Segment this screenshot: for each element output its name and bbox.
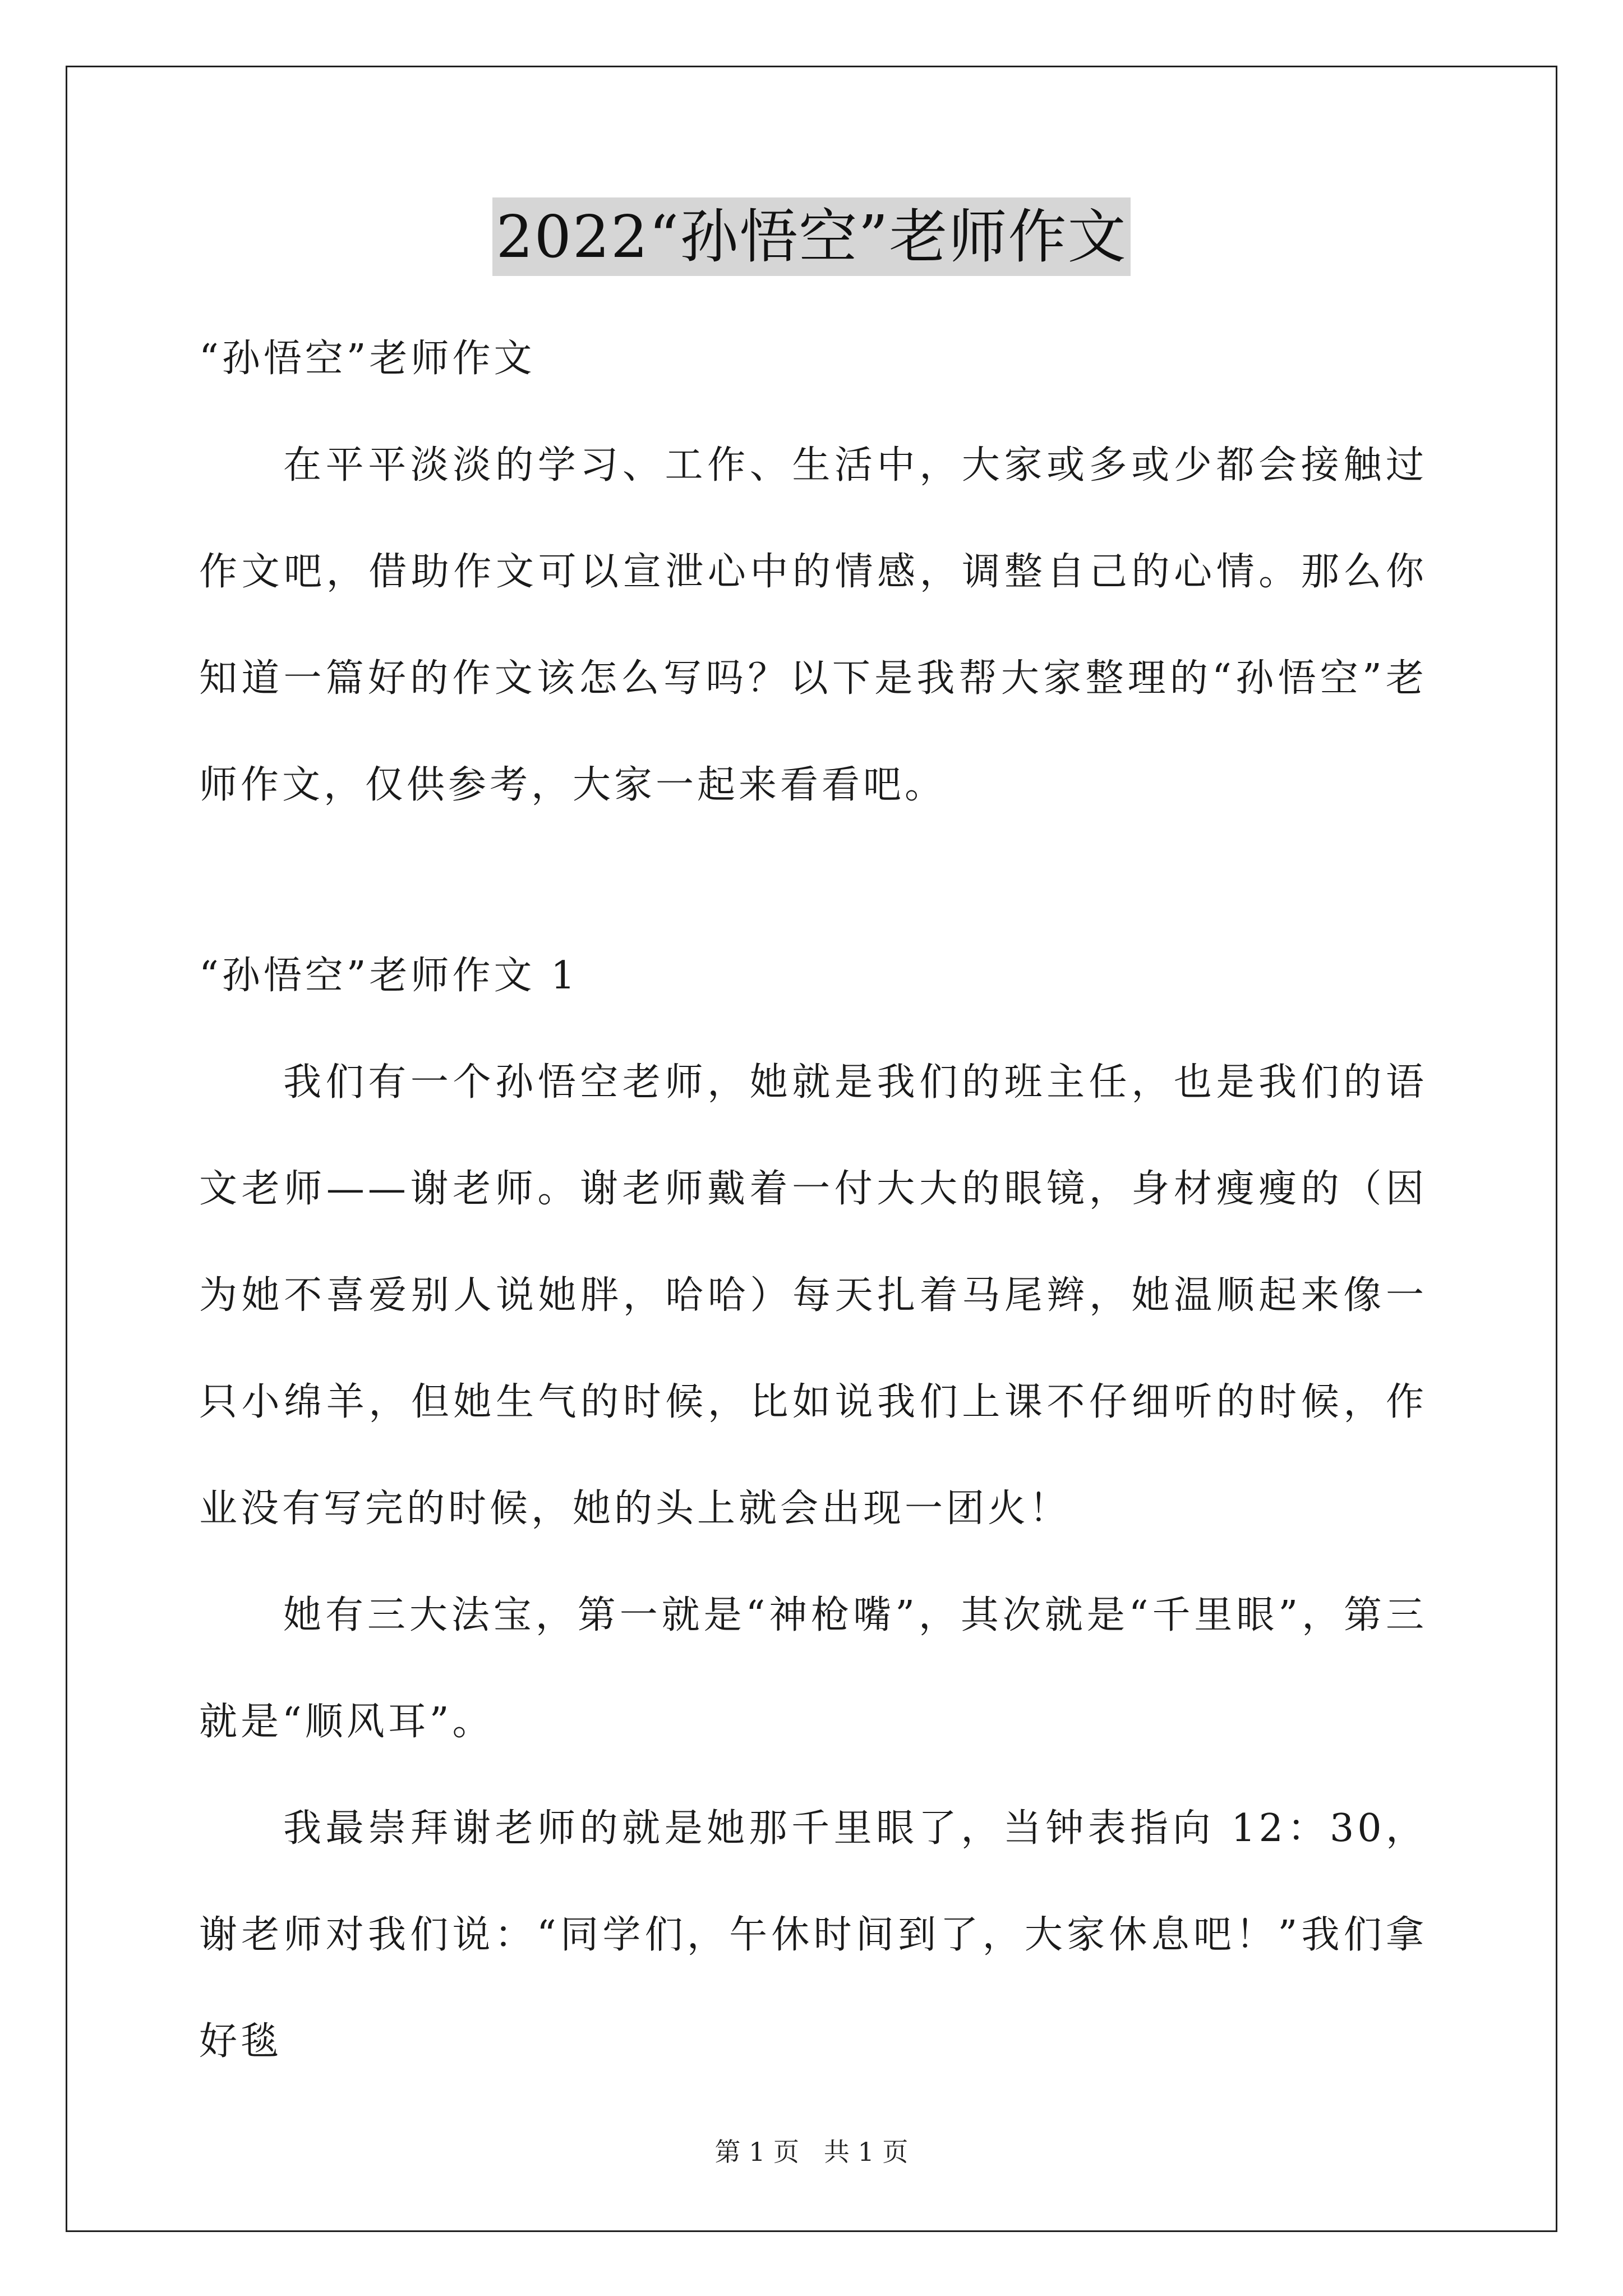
section-heading: “孙悟空”老师作文 1	[199, 954, 579, 998]
paragraph: 她有三大法宝，第一就是“神枪嘴”，其次就是“千里眼”，第三就是“顺风耳”。	[199, 1593, 1427, 1744]
title-container	[0, 197, 1623, 276]
section-heading: “孙悟空”老师作文	[199, 337, 536, 381]
document-body	[199, 306, 1427, 2095]
page-footer: 第 1 页 共 1 页	[714, 2137, 909, 2167]
paragraph: 我们有一个孙悟空老师，她就是我们的班主任，也是我们的语文老师——谢老师。谢老师戴着一付大大的眼镜，身材瘦瘦的（因为她不喜爱别人说她胖，哈哈）每天扎着马尾辫，她温顺起来像一只小绵羊，但她生气的时候，比如说我们上课不仔细听的时候，作业没有写完的时候，她的头上就会出现一团火！	[199, 1060, 1427, 1531]
section-spacer	[199, 839, 1427, 923]
paragraph: 在平平淡淡的学习、工作、生活中，大家或多或少都会接触过作文吧，借助作文可以宣泄心中的情感，调整自己的心情。那么你知道一篇好的作文该怎么写吗？以下是我帮大家整理的“孙悟空”老师作文，仅供参考，大家一起来看看吧。	[199, 443, 1427, 807]
document-title: 2022“孙悟空”老师作文	[492, 197, 1130, 276]
paragraph: 我最崇拜谢老师的就是她那千里眼了，当钟表指向 12：30，谢老师对我们说：“同学们，午休时间到了，大家休息吧！”我们拿好毯	[199, 1806, 1427, 2064]
